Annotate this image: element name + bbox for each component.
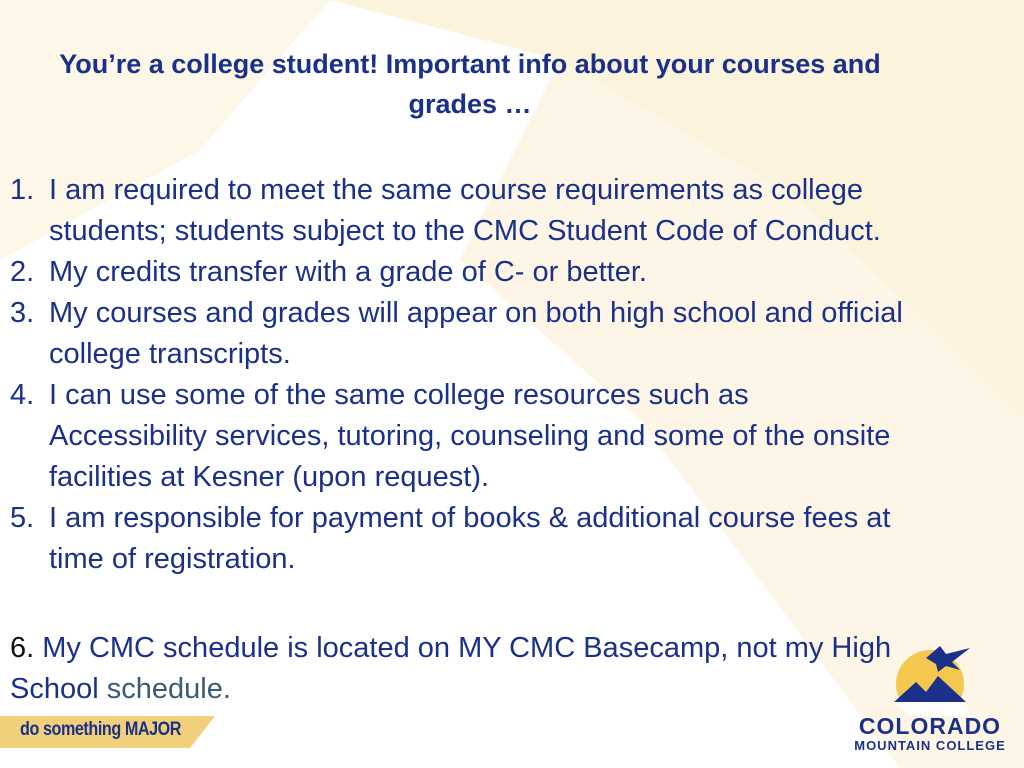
list-item-6 bbox=[10, 628, 910, 710]
tagline-text: do something MAJOR bbox=[20, 719, 182, 740]
list-item bbox=[10, 293, 910, 375]
list-item bbox=[10, 498, 910, 580]
item-text: I can use some of the same college resources such as Accessibility services, tutoring, counseling and some of the onsite facilities at Kesner (upon request). bbox=[49, 379, 891, 493]
logo-subtitle: MOUNTAIN COLLEGE bbox=[854, 738, 1006, 753]
item-text: I am required to meet the same course requirements as college students; students subject to the CMC Student Code of Conduct. bbox=[49, 174, 881, 247]
item-text: My courses and grades will appear on both high school and official college transcripts. bbox=[49, 297, 903, 370]
item-text: My credits transfer with a grade of C- or better. bbox=[49, 256, 647, 288]
item-number: 5. bbox=[10, 502, 35, 534]
college-logo-icon bbox=[880, 636, 990, 716]
item-text: I am responsible for payment of books & additional course fees at time of registration. bbox=[49, 502, 891, 575]
info-list bbox=[10, 170, 910, 580]
item-number: 6. bbox=[10, 632, 35, 664]
item-text: My CMC schedule is located on MY CMC Basecamp, not my High School bbox=[10, 632, 892, 705]
item-number: 2. bbox=[10, 256, 35, 288]
item-number: 3. bbox=[10, 297, 35, 329]
item-number: 4. bbox=[10, 379, 35, 411]
list-item bbox=[10, 252, 910, 293]
item-text-tail: schedule. bbox=[106, 673, 231, 705]
list-item bbox=[10, 375, 910, 498]
list-item bbox=[10, 170, 910, 252]
slide-title: You’re a college student! Important info about your courses and grades … bbox=[59, 49, 881, 119]
logo-name: COLORADO bbox=[858, 713, 1002, 739]
item-number: 1. bbox=[10, 174, 35, 206]
